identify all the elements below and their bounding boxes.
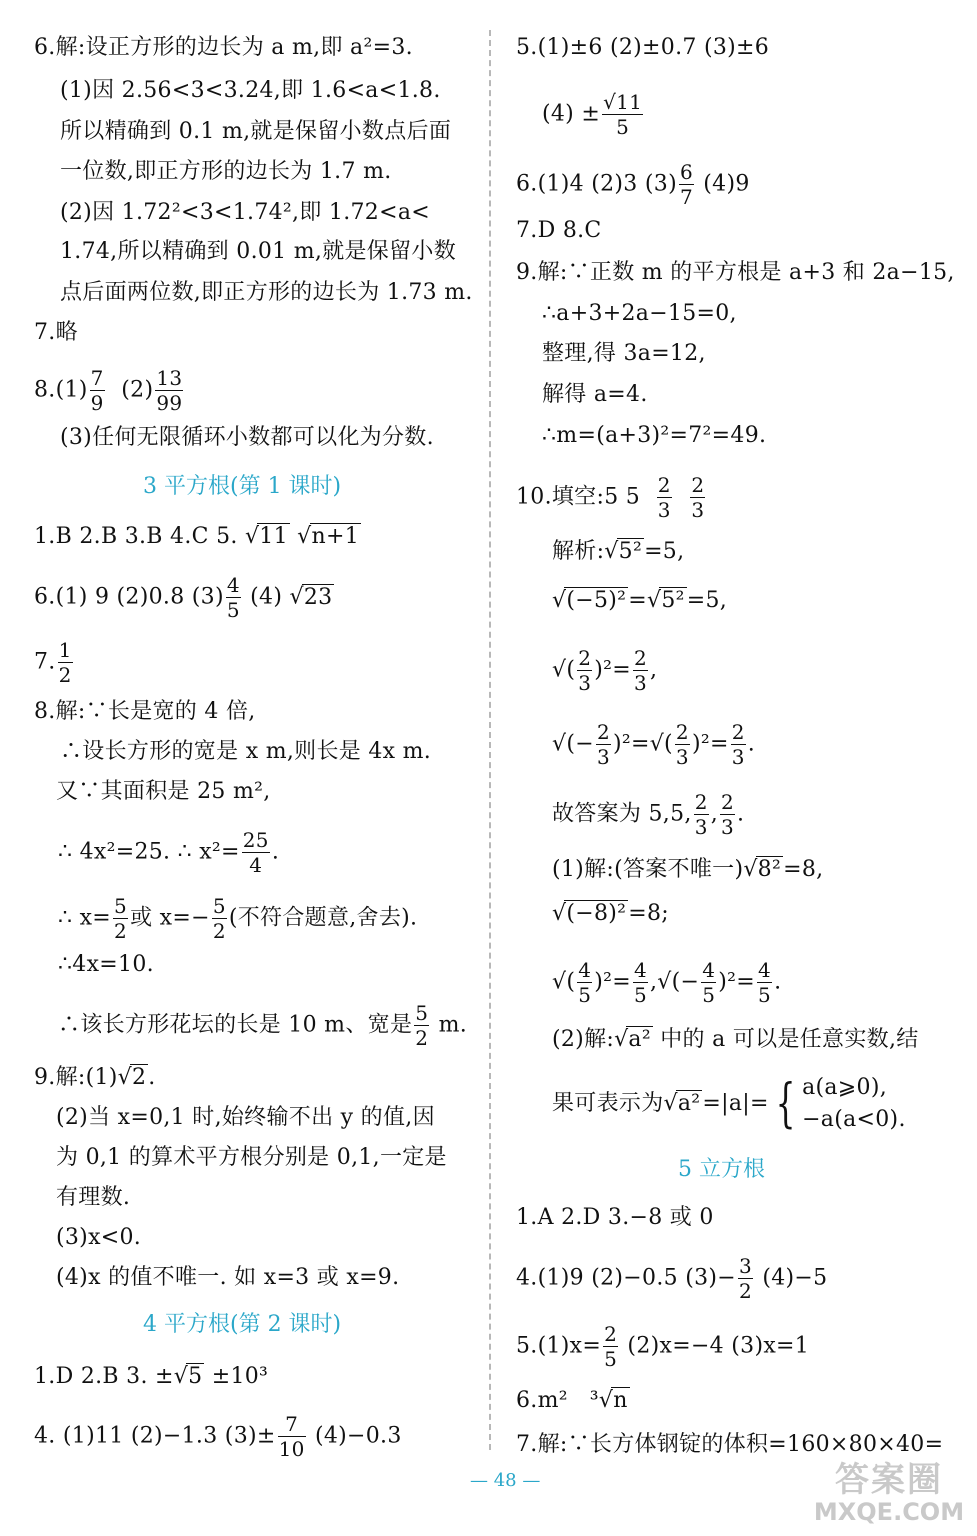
fraction (577, 960, 592, 1005)
section-heading-5: 5 立方根 (678, 1157, 765, 1182)
numerator: 4 (226, 573, 240, 597)
radicand: 5 (188, 1364, 203, 1389)
text: . (148, 1065, 156, 1090)
watermark-url: MXQE.COM (813, 1498, 965, 1526)
fraction (738, 1256, 753, 1301)
numerator: 2 (596, 720, 610, 744)
section-heading-3: 3 平方根(第 1 课时) (143, 474, 342, 499)
fraction (602, 92, 643, 137)
answer-10-line (552, 648, 657, 693)
fraction (603, 1324, 618, 1369)
text: =5, (686, 588, 728, 613)
answer-9-line: 有理数. (56, 1185, 131, 1210)
text: )²=√( (612, 731, 673, 757)
text: 1.D 2.B 3. ±√ (34, 1364, 189, 1389)
answer-10-line (552, 855, 823, 885)
answer-8-line (58, 896, 417, 941)
left-brace: { (775, 1074, 796, 1134)
text: 4. (1)11 (2)−1.3 (3)± (34, 1423, 276, 1449)
text: 6.m² (516, 1388, 568, 1413)
numerator: 25 (242, 828, 269, 852)
radicand: 11 (259, 524, 288, 549)
denominator: 3 (657, 498, 671, 522)
page-number: — 48 — (470, 1470, 541, 1491)
denominator: 99 (156, 391, 183, 415)
text: )²= (594, 657, 631, 683)
radicand: a² (677, 1091, 701, 1116)
text: 或 x=− (130, 905, 210, 931)
text: 中的 a 可以是任意实数,结 (652, 1027, 919, 1052)
text: 解析:√ (552, 539, 619, 564)
radicand: n (613, 1388, 628, 1413)
answer-8-line: ∴设长方形的宽是 x m,则长是 4x m. (60, 739, 432, 764)
answer-7 (34, 640, 75, 685)
text: ∴ x= (58, 905, 112, 931)
denominator: 10 (278, 1437, 305, 1461)
numerator: 2 (578, 646, 592, 670)
answer-9-line: ∴m=(a+3)²=7²=49. (542, 423, 767, 448)
radicand: (−8)² (566, 901, 627, 926)
fraction (226, 575, 241, 620)
text: =|a|= (702, 1091, 769, 1116)
answer-6 (34, 575, 334, 620)
text: 1.B 2.B 3.B 4.C 5. √ (34, 524, 260, 549)
text: (4)−0.3 (307, 1423, 402, 1449)
fraction (113, 896, 128, 941)
denominator: 2 (415, 1026, 429, 1050)
answer-9-line: (3)x<0. (56, 1225, 142, 1250)
text: (1)解:(答案不唯一)√ (552, 857, 758, 882)
radicand: a² (628, 1027, 651, 1052)
answer-9-line: 为 0,1 的算术平方根分别是 0,1,一定是 (56, 1145, 447, 1170)
answer-10-title (516, 475, 707, 520)
answer-8-line (58, 830, 279, 875)
answer-6 (516, 1386, 630, 1416)
denominator: 5 (604, 1347, 618, 1371)
numerator: 7 (278, 1414, 306, 1437)
numerator: 1 (58, 638, 72, 662)
text: m. (431, 1012, 468, 1038)
text: 4.(1)9 (2)−0.5 (3)− (516, 1265, 737, 1291)
answer-10-line (552, 1072, 906, 1136)
text: √( (552, 969, 576, 995)
answer-9-title: 9.解:∵正数 m 的平方根是 a+3 和 2a−15, (516, 260, 955, 285)
denominator: 7 (679, 185, 693, 209)
text: √( (552, 657, 576, 683)
text: (4) ± (542, 101, 601, 127)
numerator: 2 (721, 790, 735, 814)
denominator: 5 (226, 598, 240, 622)
fraction (58, 640, 73, 685)
piecewise-cases (802, 1072, 906, 1136)
fraction (212, 896, 227, 941)
denominator: 2 (58, 663, 72, 687)
numerator: 2 (657, 473, 671, 497)
text: )²= (594, 969, 631, 995)
text: (4)9 (696, 171, 750, 197)
answer-9-line: 整理,得 3a=12, (542, 341, 706, 366)
answer-row-1-5 (34, 522, 361, 552)
numerator: 2 (731, 720, 745, 744)
denominator: 4 (249, 853, 263, 877)
denominator: 5 (633, 983, 648, 1007)
answer-9-line: 解得 a=4. (542, 382, 648, 407)
text: 10.填空:5 5 (516, 484, 641, 510)
answer-8-line: 又∵其面积是 25 m², (56, 779, 271, 804)
text: 9.解:(1)√ (34, 1065, 132, 1090)
denominator: 3 (675, 745, 689, 769)
fraction (596, 722, 611, 767)
answer-6-line: (1)因 2.56<3<3.24,即 1.6<a<1.8. (60, 78, 441, 103)
numerator: 3 (739, 1254, 753, 1278)
numerator: 2 (675, 720, 689, 744)
radicand: 23 (303, 584, 333, 610)
answer-9-title (34, 1063, 156, 1093)
text: ³√ (589, 1388, 614, 1413)
answer-4 (516, 1256, 827, 1301)
text: . (747, 731, 756, 757)
column-divider (489, 30, 491, 1450)
fraction (690, 475, 705, 520)
radicand: 2 (131, 1065, 147, 1090)
answer-10-line (552, 899, 669, 929)
answer-7: 7.略 (34, 320, 78, 345)
text: , (650, 657, 658, 683)
text: 7. (34, 649, 56, 675)
text: (4) √ (242, 584, 304, 610)
denominator: 3 (633, 671, 648, 695)
denominator: 9 (90, 391, 104, 415)
answer-7-title: 7.解:∵长方体钢锭的体积=160×80×40= (516, 1432, 944, 1457)
text: √(− (552, 731, 594, 757)
denominator: 3 (596, 745, 610, 769)
fraction (675, 722, 690, 767)
text: ∴该长方形花坛的长是 10 m、宽是 (58, 1012, 413, 1038)
fraction (278, 1414, 306, 1459)
text: ,√(− (650, 969, 700, 995)
answer-10-line (552, 792, 744, 837)
text: 5.(1)x= (516, 1333, 602, 1359)
answer-6-title: 6.解:设正方形的边长为 a m,即 a²=3. (34, 35, 413, 60)
denominator: 3 (694, 815, 708, 839)
text: . (737, 801, 745, 827)
fraction (155, 368, 183, 413)
answer-10-line (552, 1025, 919, 1055)
text: 6.(1) 9 (2)0.8 (3) (34, 584, 224, 610)
text: . (774, 969, 782, 995)
radicand: n+1 (311, 524, 360, 549)
numerator: 7 (90, 366, 104, 390)
answer-8-line (58, 1003, 467, 1048)
denominator: 2 (114, 919, 128, 943)
case: a(a⩾0), (802, 1075, 888, 1100)
radicand: 8² (757, 857, 782, 882)
answer-8-title: 8.解:∵长是宽的 4 倍, (34, 699, 256, 724)
answer-6-line: (2)因 1.72²<3<1.74²,即 1.72<a< (60, 200, 430, 225)
watermark-text: 答案圈 (835, 1460, 943, 1500)
numerator: 5 (114, 894, 128, 918)
denominator: 5 (578, 983, 592, 1007)
numerator: 6 (679, 160, 693, 184)
denominator: 3 (578, 671, 592, 695)
fraction (731, 722, 746, 767)
answer-row-1-3: 1.A 2.D 3.−8 或 0 (516, 1205, 714, 1230)
watermark-logo (809, 1462, 969, 1530)
numerator: 4 (578, 958, 592, 982)
answer-9-line: ∴a+3+2a−15=0, (542, 301, 737, 326)
denominator: 2 (212, 919, 226, 943)
answer-10-line (552, 960, 781, 1005)
answer-6-line: 1.74,所以精确到 0.01 m,就是保留小数 (60, 239, 457, 264)
answer-6-line: 点后面两位数,即正方形的边长为 1.73 m. (60, 280, 473, 305)
fraction (694, 792, 709, 837)
fraction (701, 960, 716, 1005)
fraction (414, 1003, 429, 1048)
text: 果可表示为√ (552, 1091, 678, 1116)
text: ∴ 4x²=25. ∴ x²= (58, 839, 240, 865)
text: (2)x=−4 (3)x=1 (620, 1333, 810, 1359)
text: (2)解:√ (552, 1027, 629, 1052)
text: =8; (628, 901, 669, 926)
answer-5-line (542, 92, 645, 137)
numerator: 13 (156, 366, 183, 390)
fraction (720, 792, 735, 837)
text: √ (289, 524, 312, 549)
radicand: (−5)² (566, 588, 627, 613)
text: . (271, 839, 280, 865)
numerator: 4 (758, 958, 772, 982)
denominator: 5 (616, 115, 630, 139)
answer-6-line: 一位数,即正方形的边长为 1.7 m. (60, 159, 392, 184)
text: , (710, 801, 719, 827)
text: =8, (783, 857, 824, 882)
denominator: 3 (691, 498, 705, 522)
answer-10-line (552, 586, 727, 616)
fraction (633, 648, 648, 693)
text: )²= (691, 731, 729, 757)
numerator: 2 (633, 646, 648, 670)
fraction (757, 960, 772, 1005)
text: 8.(1) (34, 377, 88, 403)
denominator: 5 (702, 983, 716, 1007)
answer-8-line: ∴4x=10. (58, 952, 154, 977)
answer-10-line (552, 722, 755, 767)
radicand: 5² (618, 539, 643, 564)
numerator: 2 (691, 473, 705, 497)
fraction (577, 648, 592, 693)
answer-8 (34, 368, 185, 413)
text: (2) (121, 377, 154, 403)
answer-5: 5.(1)±6 (2)±0.7 (3)±6 (516, 35, 770, 60)
fraction (679, 162, 694, 207)
answer-9-line: (4)x 的值不唯一. 如 x=3 或 x=9. (56, 1265, 400, 1290)
fraction (90, 368, 105, 413)
text: )²= (718, 969, 756, 995)
numerator: 2 (694, 790, 708, 814)
answer-6-line: 所以精确到 0.1 m,就是保留小数点后面 (60, 119, 452, 144)
numerator: 5 (415, 1001, 429, 1025)
denominator: 5 (758, 983, 772, 1007)
answer-6 (516, 162, 750, 207)
numerator: 2 (604, 1322, 618, 1346)
answer-5 (516, 1324, 809, 1369)
answer-10-line (552, 537, 684, 567)
radicand: 5² (661, 588, 685, 613)
fraction (657, 475, 672, 520)
text: 6.(1)4 (2)3 (3) (516, 171, 677, 197)
fraction (633, 960, 648, 1005)
denominator: 2 (739, 1279, 753, 1303)
text: 故答案为 5,5, (552, 801, 692, 827)
answer-7-8: 7.D 8.C (516, 218, 602, 243)
section-heading-4: 4 平方根(第 2 课时) (143, 1312, 342, 1337)
text: (4)−5 (755, 1265, 828, 1291)
case: −a(a<0). (802, 1107, 906, 1132)
numerator: 5 (212, 894, 226, 918)
answer-4 (34, 1414, 402, 1459)
answer-row-1-3 (34, 1362, 268, 1392)
answer-8-line: (3)任何无限循环小数都可以化为分数. (60, 425, 434, 450)
text: =√ (628, 588, 662, 613)
answer-9-line: (2)当 x=0,1 时,始终输不出 y 的值,因 (56, 1105, 435, 1130)
numerator: √11 (603, 90, 643, 114)
text: =5, (644, 539, 685, 564)
text: √ (552, 588, 567, 613)
numerator: 4 (702, 958, 716, 982)
denominator: 3 (731, 745, 745, 769)
numerator: 4 (633, 958, 648, 982)
denominator: 3 (721, 815, 735, 839)
text: √ (552, 901, 567, 926)
text: (不符合题意,舍去). (228, 905, 418, 931)
text: ±10³ (204, 1364, 269, 1389)
fraction (242, 830, 270, 875)
